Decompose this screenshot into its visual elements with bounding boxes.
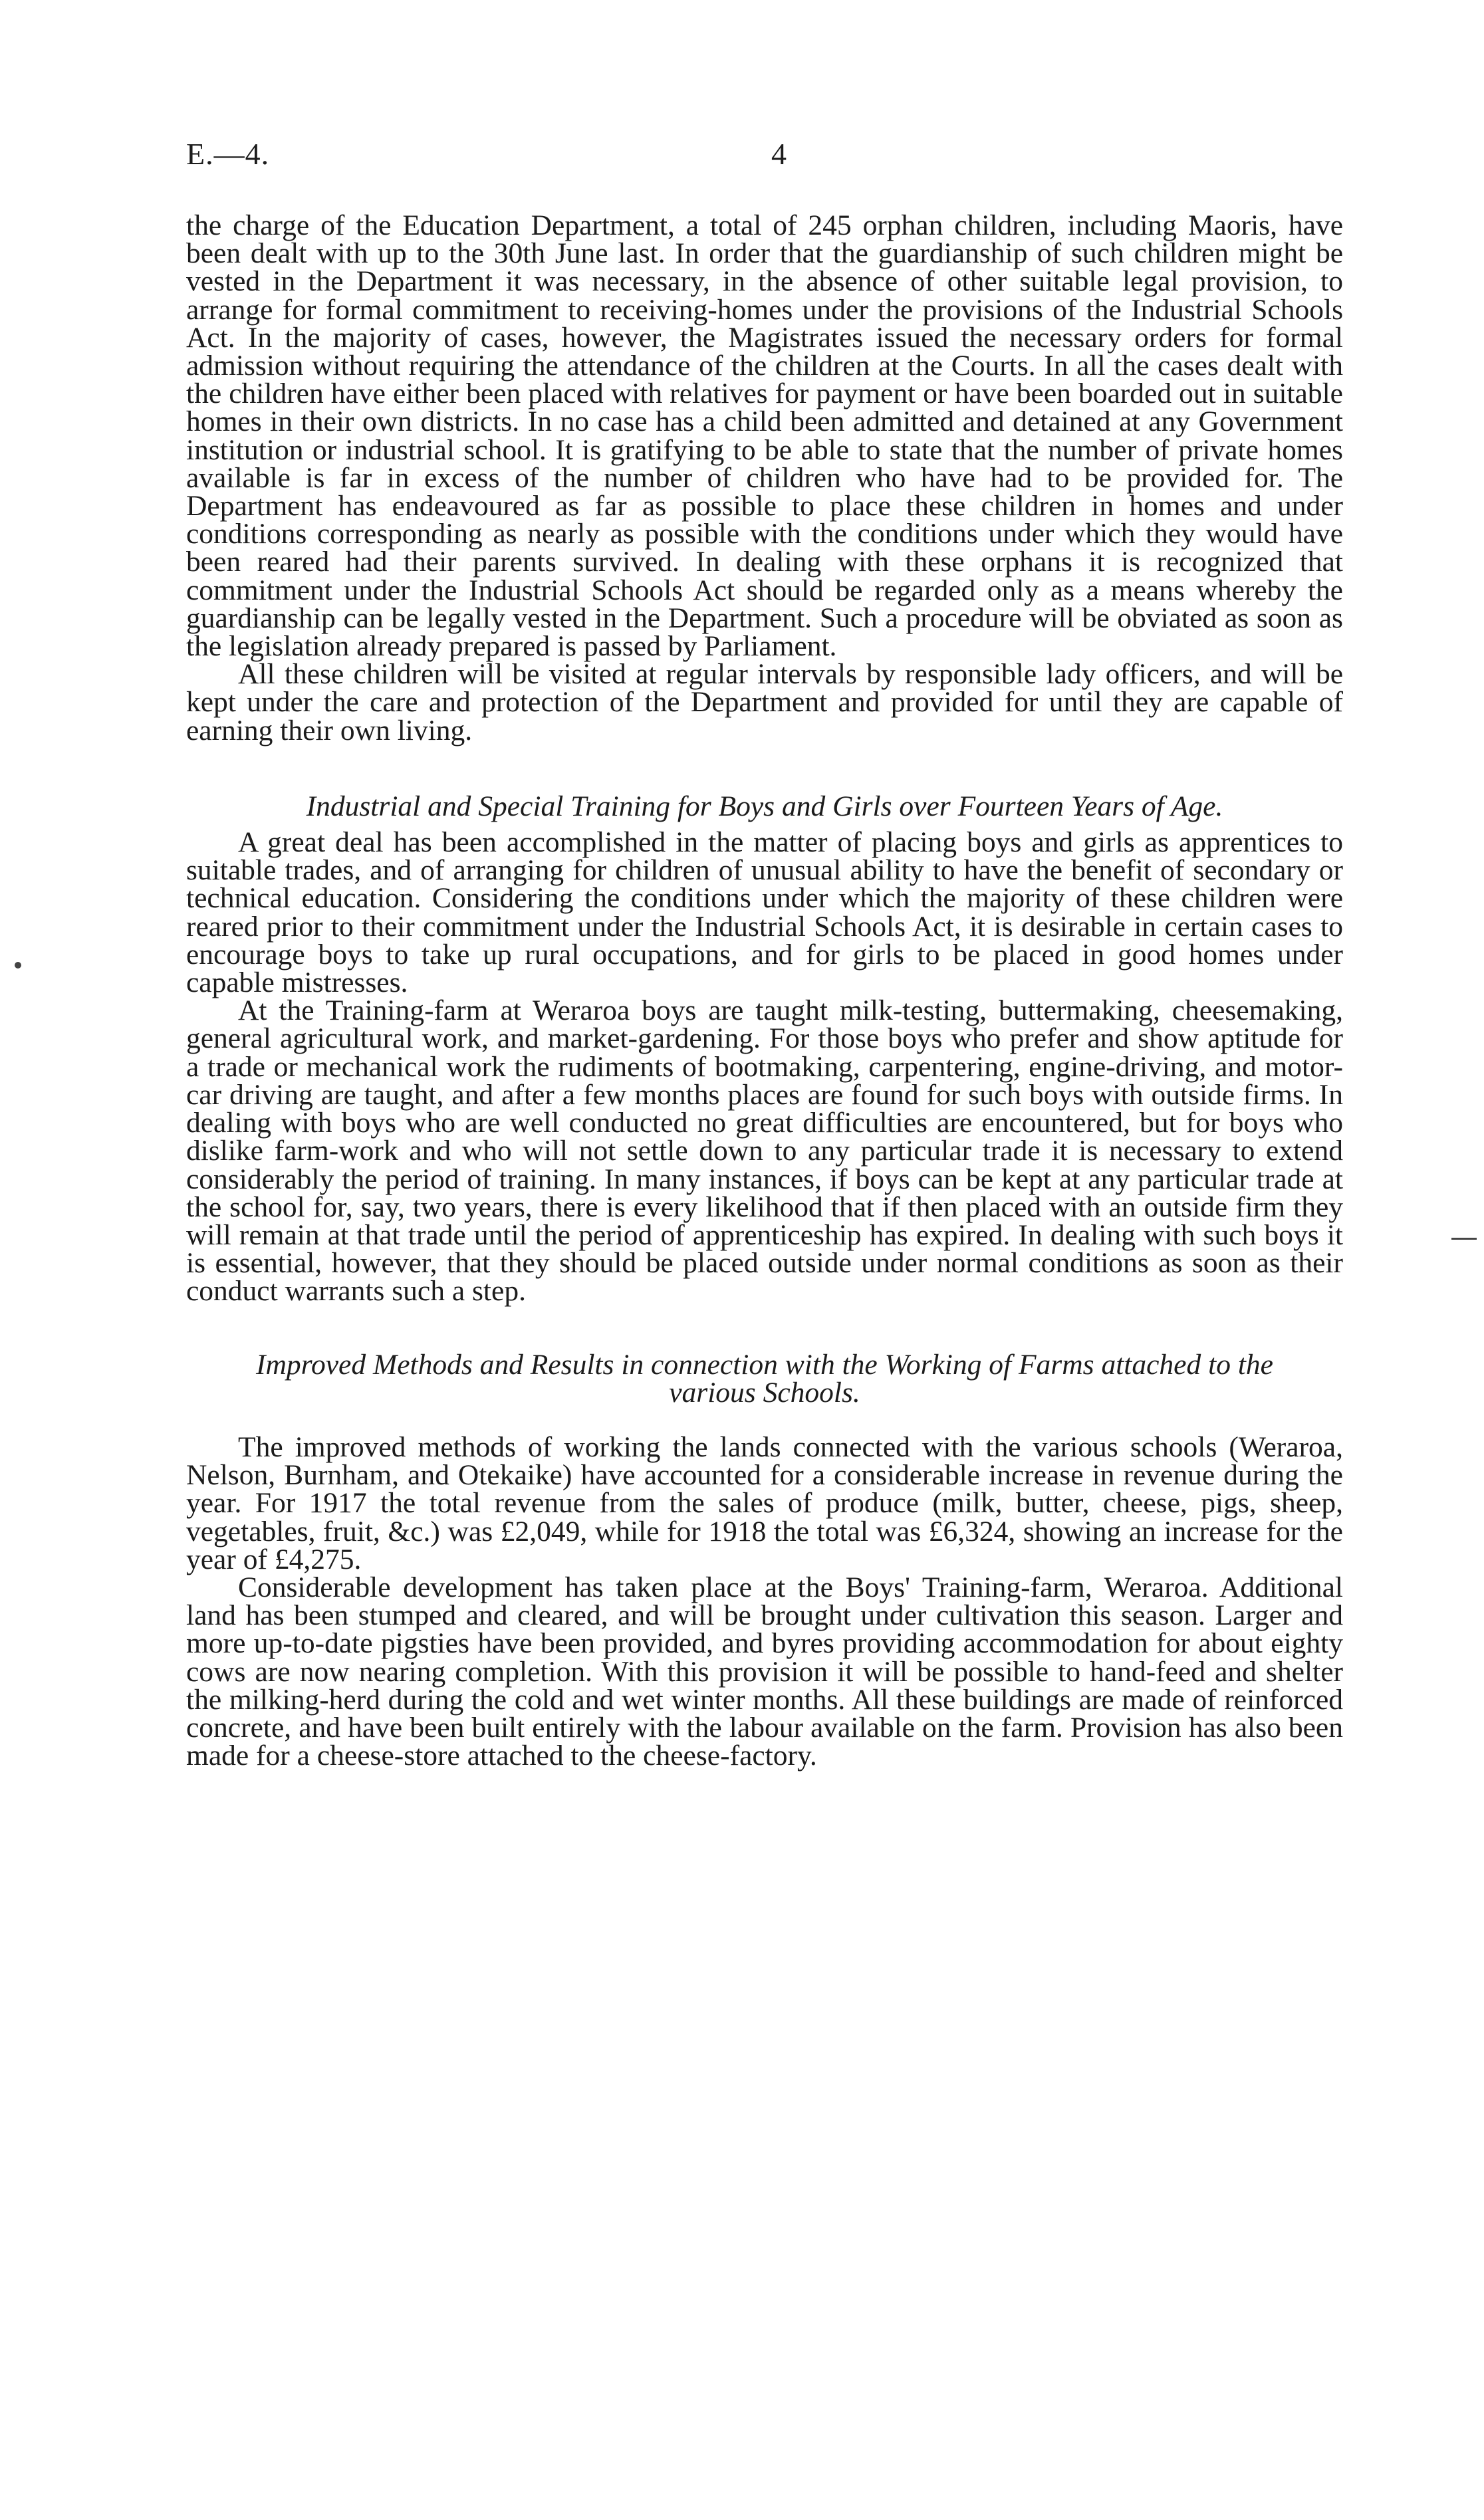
- paragraph-apprentices: A great deal has been accomplished in the matter of placing boys and girls as apprentices to suitable trades, and of arranging for children of unusual ability to have the benefit of secondary or technical education. Considering the conditions under which the majority of these children were reared prior to their commitment under the Industrial Schools Act, it is desirable in certain cases to encourage boys to take up rural occupations, and for girls to be placed in good homes under capable mistresses.: [186, 826, 1343, 999]
- margin-dash: [1451, 1238, 1477, 1240]
- section-heading-industrial-training: Industrial and Special Training for Boys and Girls over Fourteen Years of Age.: [306, 790, 1223, 822]
- margin-dot: [15, 962, 21, 969]
- body-text: [186, 211, 1343, 1770]
- paragraph-revenue: The improved methods of working the lands connected with the various schools (Weraroa, Nelson, Burnham, and Otekaike) have accounted for a considerable increase in revenue during the year. For 1917 the total revenue from the sales of produce (milk, butter, cheese, pigs, sheep, vegetables, fruit, &c.) was £2,049, while for 1918 the total was £6,324, showing an increase for the year of £4,275.: [186, 1431, 1343, 1575]
- document-reference: E.—4.: [186, 137, 270, 171]
- paragraph-orphans: the charge of the Education Department, a total of 245 orphan children, including Maoris, have been dealt with up to the 30th June last. In order that the guardianship of such children might be vested in the Department it was necessary, in the absence of other suitable legal provision, to arrange for formal commitment to receiving-homes under the provisions of the Industrial Schools Act. In the majority of cases, however, the Magistrates issued the necessary orders for formal admission without requiring the attendance of the children at the Courts. In all the cases dealt with the children have either been placed with relatives for payment or have been boarded out in suitable homes in their own districts. In no case has a child been admitted and detained at any Government institution or industrial school. It is gratifying to be able to state that the number of private homes available is far in excess of the number of children who have had to be provided for. The Department has endeavoured as far as possible to place these children in homes and under conditions corresponding as nearly as possible with the conditions under which they would have been reared had their parents survived. In dealing with these orphans it is recognized that commitment under the Industrial Schools Act should be regarded only as a means whereby the guardianship can be legally vested in the Department. Such a procedure will be obviated as soon as the legislation already prepared is passed by Parliament.: [186, 209, 1343, 663]
- paragraph-training-farm: At the Training-farm at Weraroa boys are taught milk-testing, buttermaking, cheesemaking, general agricultural work, and market-gardening. For those boys who prefer and show aptitude for a trade or mechanical work the rudiments of bootmaking, carpentering, engine-driving, and motor-car driving are taught, and after a few months places are found for such boys with outside firms. In dealing with boys who are well conducted no great difficulties are encountered, but for boys who dislike farm-work and who will not settle down to any particular trade it is necessary to extend considerably the period of training. In many instances, if boys can be kept at any particular trade at the school for, say, two years, there is every likelihood that if then placed with an outside firm they will remain at that trade until the period of apprenticeship has expired. In dealing with such boys it is essential, however, that they should be placed outside under normal conditions as soon as their conduct warrants such a step.: [186, 994, 1343, 1308]
- page-header: [186, 136, 1343, 183]
- paragraph-visits: All these children will be visited at regular intervals by responsible lady officers, and will be kept under the care and protection of the Department and provided for until they are capable of earning their own living.: [186, 658, 1343, 746]
- paragraph-development: Considerable development has taken place at the Boys' Training-farm, Weraroa. Additional land has been stumped and cleared, and will be brought under cultivation this season. Larger and more up-to-date pigsties have been provided, and byres providing accommodation for about eighty cows are now nearing completion. With this provision it will be possible to hand-feed and shelter the milking-herd during the cold and wet winter months. All these buildings are made of reinforced concrete, and have been built entirely with the labour available on the farm. Provision has also been made for a cheese-store attached to the cheese-factory.: [186, 1571, 1343, 1772]
- section-heading-farm-methods: Improved Methods and Results in connection with the Working of Farms attached to the various Schools.: [256, 1348, 1273, 1409]
- page-number: 4: [771, 137, 787, 171]
